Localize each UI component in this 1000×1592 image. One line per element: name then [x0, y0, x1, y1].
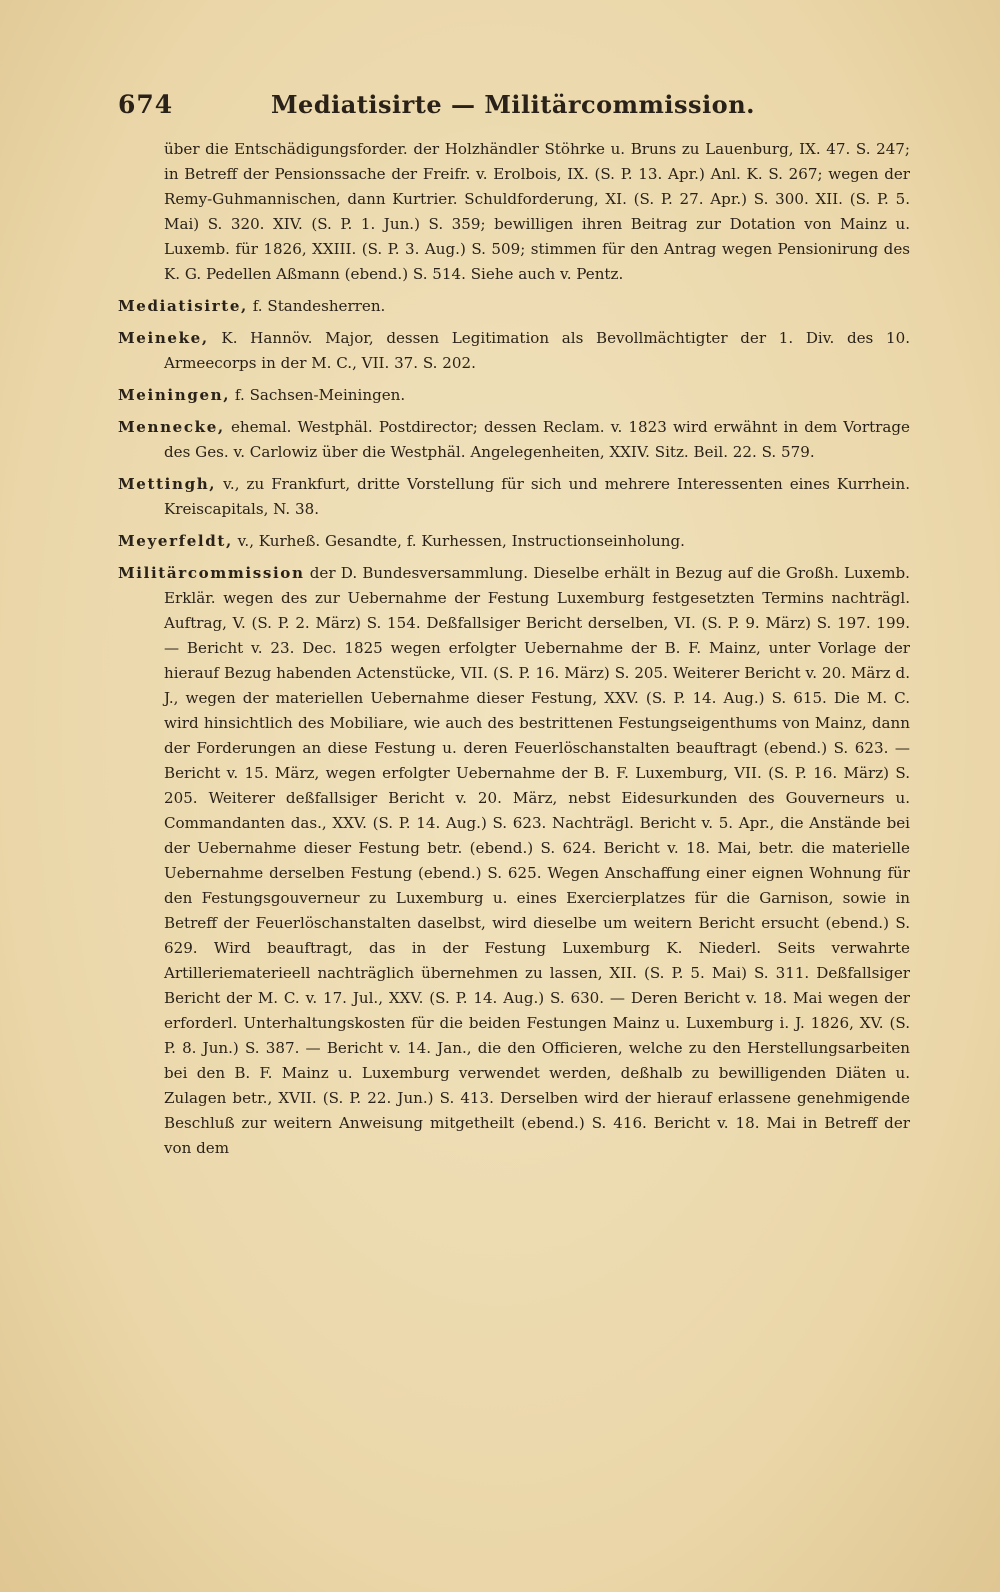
index-entry [118, 383, 910, 408]
running-head [118, 90, 908, 130]
index-entry [118, 415, 910, 465]
index-entry [118, 529, 910, 554]
entry-text: über die Entschädigungsforder. der Holzhändler Stöhrke u. Bruns zu Lauenburg, IX. 47. S. 247; in Betreff der Pensionssache der Freifr. v. Erolbois, IX. (S. P. 13. Apr.) Anl. K. S. 267; wegen der Remy-Guhmannischen, dann Kurtrier. Schuldforderung, XI. (S. P. 27. Apr.) S. 300. XII. (S. P. 5. Mai) S. 320. XIV. (S. P. 1. Jun.) S. 359; bewilligen ihren Beitrag zur Dotation von Mainz u. Luxemb. für 1826, XXIII. (S. P. 3. Aug.) S. 509; stimmen für den Antrag wegen Pensionirung des K. G. Pedellen Aßmann (ebend.) S. 514. Siehe auch v. Pentz. [164, 140, 910, 283]
entry-headword: Mennecke, [118, 418, 225, 436]
index-entry-continued [118, 137, 910, 287]
running-title: Mediatisirte — Militärcommission. [270, 90, 755, 119]
entry-headword: Mediatisirte, [118, 297, 248, 315]
entry-text: v., zu Frankfurt, dritte Vorstellung für sich und mehrere Interessenten eines Kurrhein. Kreiscapitals, N. 38. [164, 475, 910, 518]
entry-text: f. Standesherren. [247, 297, 386, 315]
index-entries [118, 137, 910, 1168]
index-entry [118, 326, 910, 376]
entry-headword: Meiningen, [118, 386, 231, 404]
entry-headword: Meineke, [118, 329, 209, 347]
entry-headword: Mettingh, [118, 475, 217, 493]
entry-text: K. Hannöv. Major, dessen Legitimation als Bevollmächtigter der 1. Div. des 10. Armeecorps in der M. C., VII. 37. S. 202. [164, 329, 910, 372]
entry-text: v., Kurheß. Gesandte, f. Kurhessen, Instructionseinholung. [232, 532, 685, 550]
entry-headword: Meyerfeldt, [118, 532, 233, 550]
index-entry [118, 561, 910, 1161]
entry-text: der D. Bundesversammlung. Dieselbe erhält in Bezug auf die Großh. Luxemb. Erklär. wegen des zur Uebernahme der Festung Luxemburg festgesetzten Termins nachträgl. Auftrag, V. (S. P. 2. März) S. 154. Deßfallsiger Bericht derselben, VI. (S. P. 9. März) S. 197. 199. — Bericht v. 23. Dec. 1825 wegen erfolgter Uebernahme der B. F. Mainz, unter Vorlage der hierauf Bezug habenden Actenstücke, VII. (S. P. 16. März) S. 205. Weiterer Bericht v. 20. März d. J., wegen der materiellen Uebernahme dieser Festung, XXV. (S. P. 14. Aug.) S. 615. Die M. C. wird hinsichtlich des Mobiliare, wie auch des bestrittenen Festungseigenthums von Mainz, dann der Forderungen an diese Festung u. deren Feuerlöschanstalten beauftragt (ebend.) S. 623. — Bericht v. 15. März, wegen erfolgter Uebernahme der B. F. Luxemburg, VII. (S. P. 16. März) S. 205. Weiterer deßfallsiger Bericht v. 20. März, nebst Eidesurkunden des Gouverneurs u. Commandanten das., XXV. (S. P. 14. Aug.) S. 623. Nachträgl. Bericht v. 5. Apr., die Anstände bei der Uebernahme dieser Festung betr. (ebend.) S. 624. Bericht v. 18. Mai, betr. die materielle Uebernahme derselben Festung (ebend.) S. 625. Wegen Anschaffung einer eignen Wohnung für den Festungsgouverneur zu Luxemburg u. eines Exercierplatzes für die Garnison, sowie in Betreff der Feuerlöschanstalten daselbst, wird dieselbe um weitern Bericht ersucht (ebend.) S. 629. Wird beauftragt, das in der Festung Luxemburg K. Niederl. Seits verwahrte Artilleriematerieell nachträglich übernehmen zu lassen, XII. (S. P. 5. Mai) S. 311. Deßfallsiger Bericht der M. C. v. 17. Jul., XXV. (S. P. 14. Aug.) S. 630. — Deren Bericht v. 18. Mai wegen der erforderl. Unterhaltungskosten für die beiden Festungen Mainz u. Luxemburg i. J. 1826, XV. (S. P. 8. Jun.) S. 387. — Bericht v. 14. Jan., die den Officieren, welche zu den Herstellungsarbeiten bei den B. F. Mainz u. Luxemburg verwendet werden, deßhalb zu bewilligenden Diäten u. Zulagen betr., XVII. (S. P. 22. Jun.) S. 413. Derselben wird der hierauf erlassene genehmigende Beschluß zur weitern Anweisung mitgetheilt (ebend.) S. 416. Bericht v. 18. Mai in Betreff der von dem [164, 564, 910, 1157]
entry-text: ehemal. Westphäl. Postdirector; dessen Reclam. v. 1823 wird erwähnt in dem Vortrage des Ges. v. Carlowiz über die Westphäl. Angelegenheiten, XXIV. Sitz. Beil. 22. S. 579. [164, 418, 910, 461]
index-entry [118, 472, 910, 522]
index-entry [118, 294, 910, 319]
page-number: 674 [118, 90, 174, 119]
entry-text: f. Sachsen-Meiningen. [230, 386, 406, 404]
entry-headword: Militärcommission [118, 564, 305, 582]
